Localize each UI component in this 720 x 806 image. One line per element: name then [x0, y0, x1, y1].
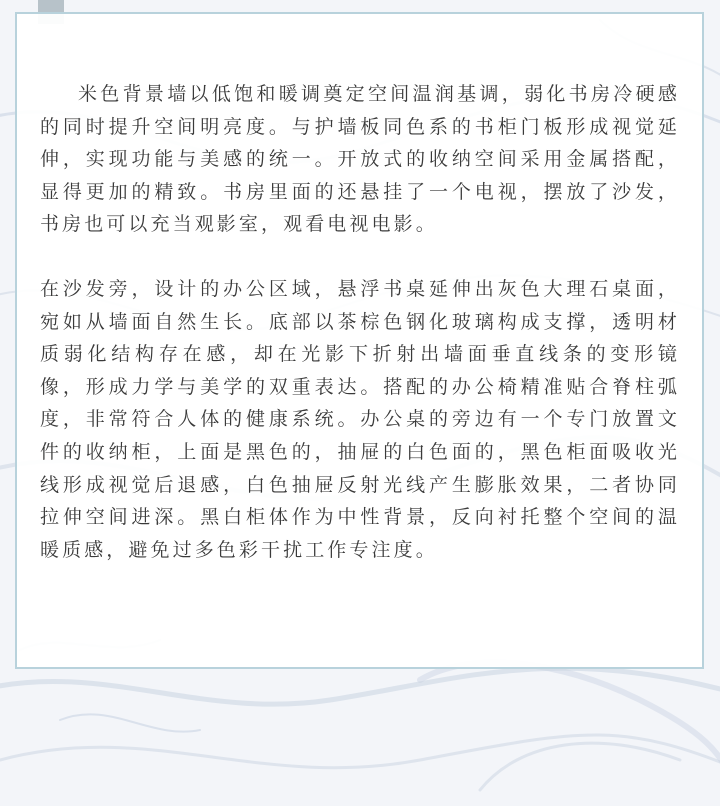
- paragraph-2: 在沙发旁，设计的办公区域，悬浮书桌延伸出灰色大理石桌面，宛如从墙面自然生长。底部以茶棕色钢化玻璃构成支撑，透明材质弱化结构存在感，却在光影下折射出墙面垂直线条的变形镜像，形成力学与美学的双重表达。搭配的办公椅精准贴合脊柱弧度，非常符合人体的健康系统。办公桌的旁边有一个专门放置文件的收纳柜，上面是黑色的，抽屉的白色面的，黑色柜面吸收光线形成视觉后退感，白色抽屉反射光线产生膨胀效果，二者协同拉伸空间进深。黑白柜体作为中性背景，反向衬托整个空间的温暖质感，避免过多色彩干扰工作专注度。: [40, 277, 680, 561]
- article-body: [40, 78, 680, 566]
- paragraph-1: 米色背景墙以低饱和暖调奠定空间温润基调，弱化书房冷硬感的同时提升空间明亮度。与护墙板同色系的书柜门板形成视觉延伸，实现功能与美感的统一。开放式的收纳空间采用金属搭配，显得更加的精致。书房里面的还悬挂了一个电视，摆放了沙发，书房也可以充当观影室，观看电视电影。: [40, 83, 680, 236]
